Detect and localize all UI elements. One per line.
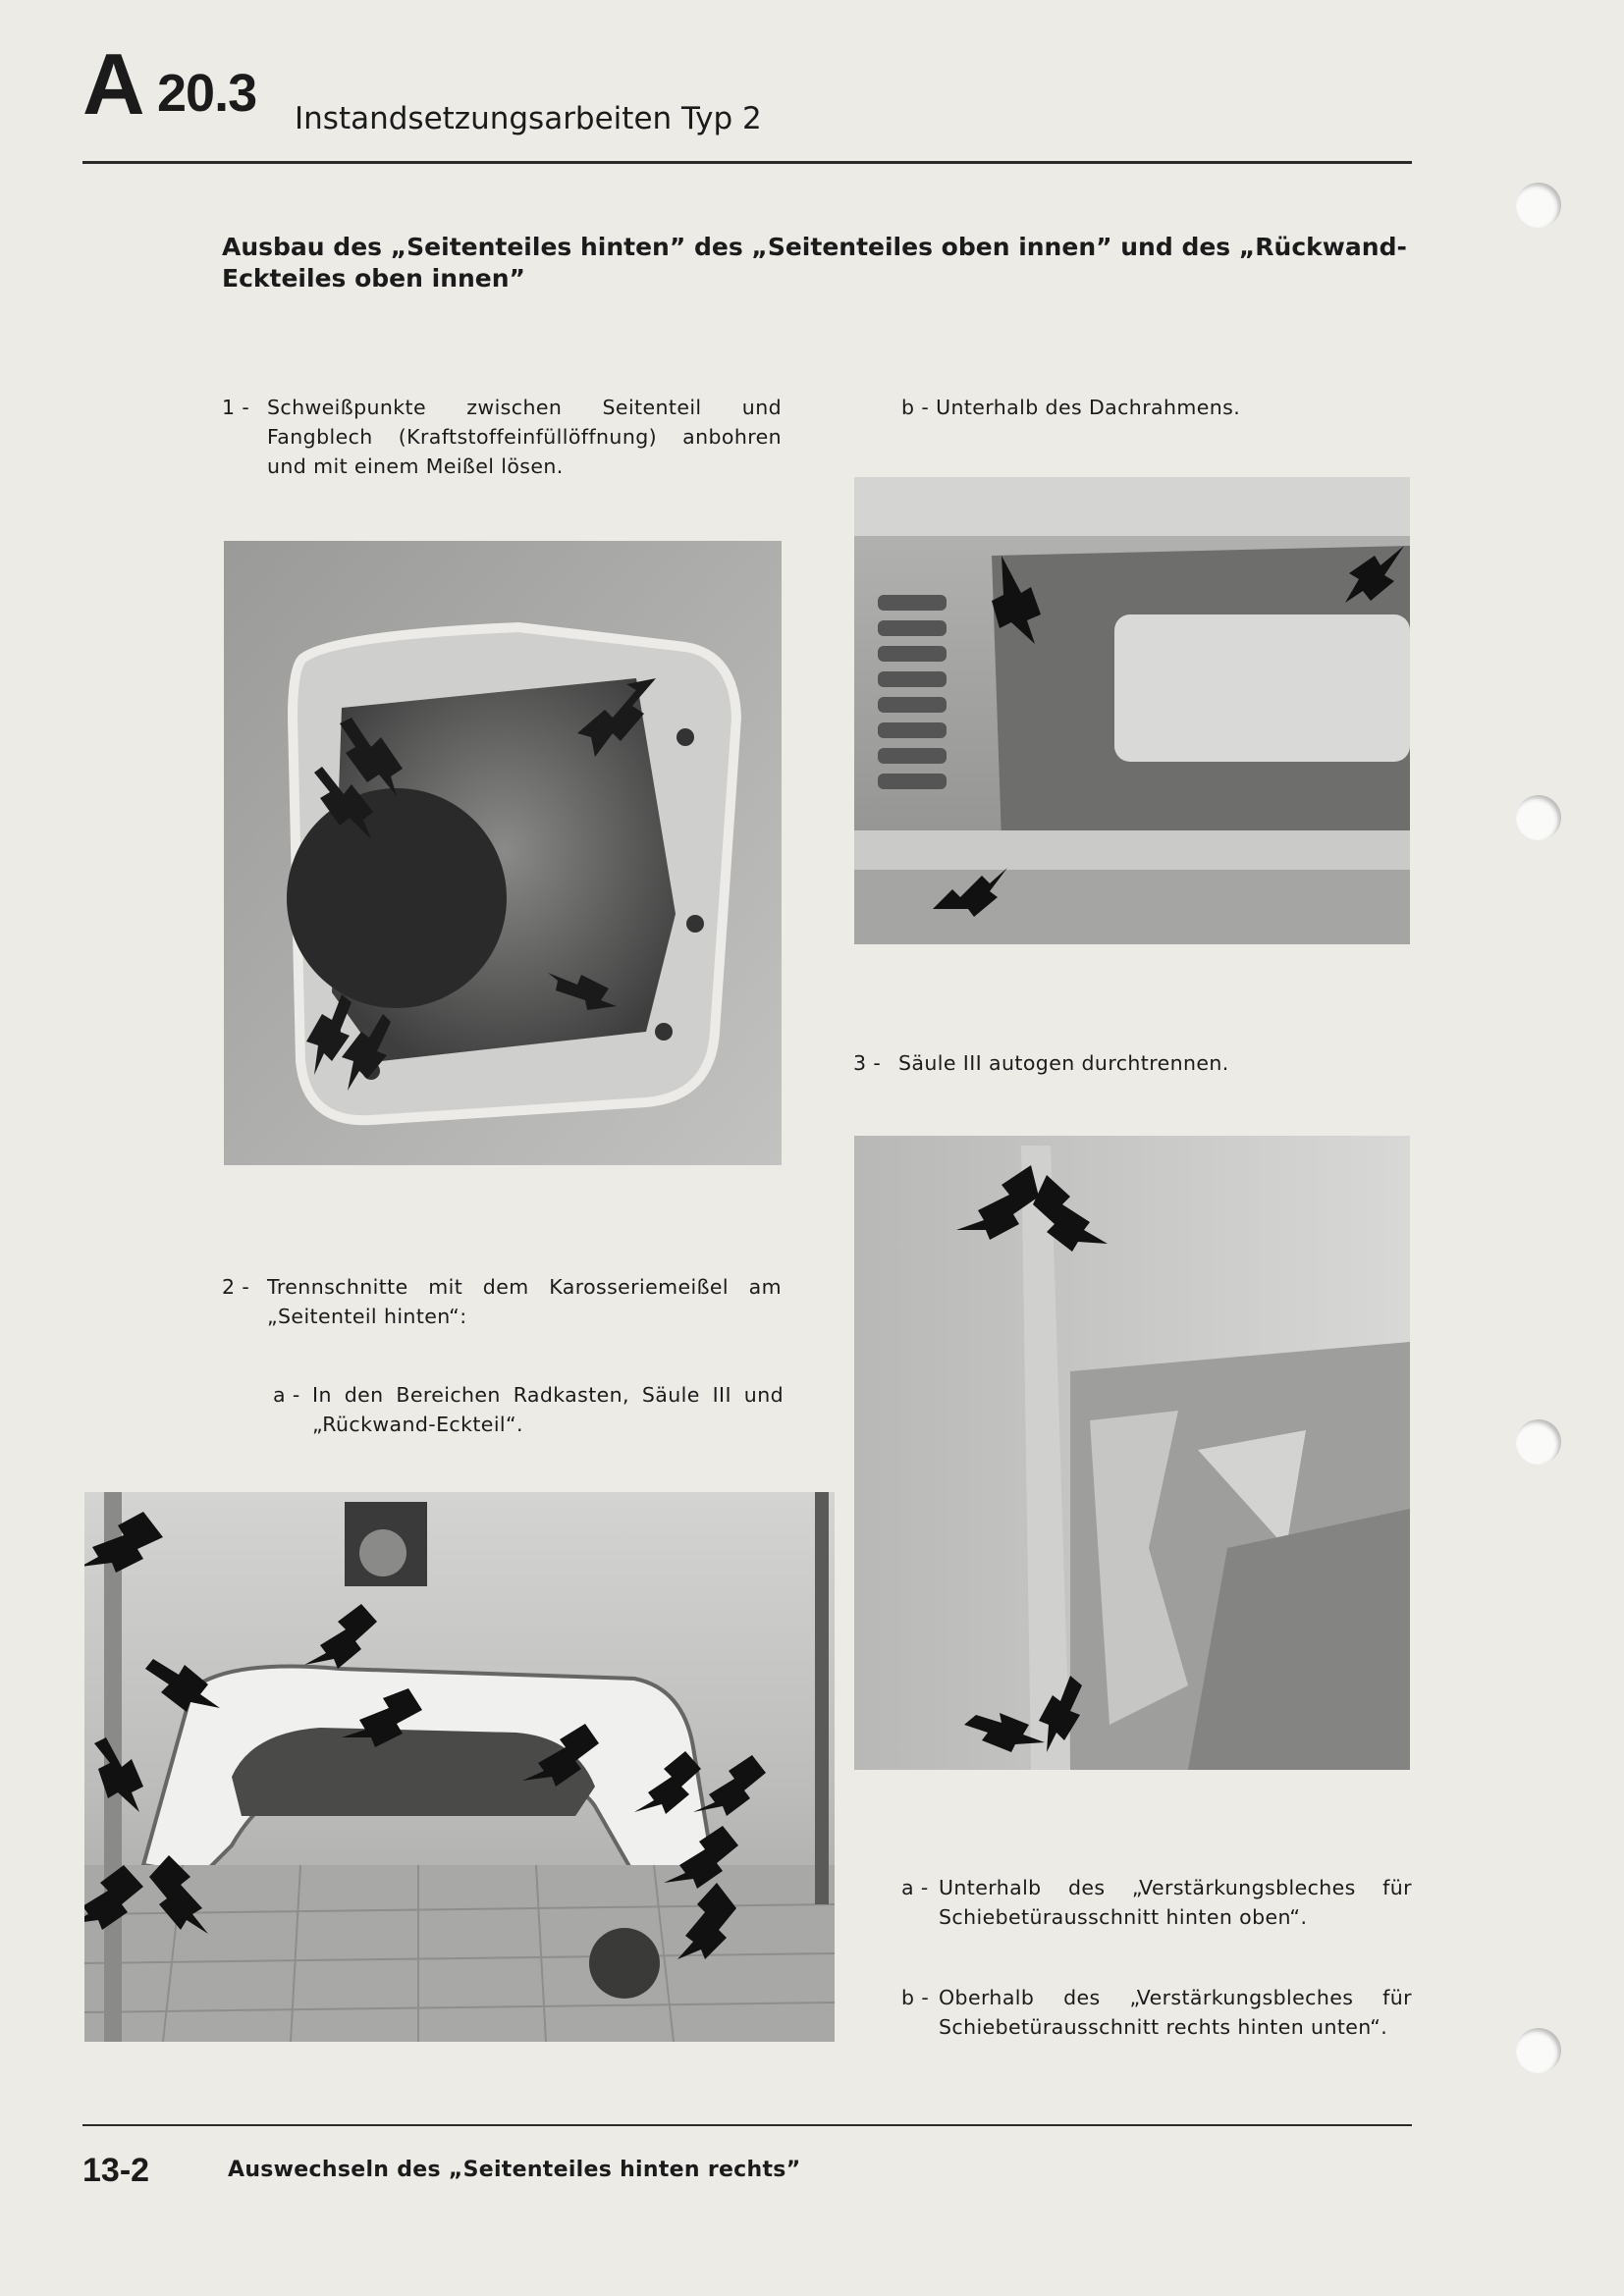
step-3a xyxy=(901,1873,1412,1932)
step-2a-text: In den Bereichen Radkasten, Säule III und „Rückwand-Eckteil“. xyxy=(312,1383,784,1436)
step-1-number: 1 - xyxy=(222,396,250,419)
punch-hole xyxy=(1516,795,1561,840)
section-title: Ausbau des „Seitenteiles hinten” des „Seitenteiles oben innen” und des „Rückwand-Eckteiles oben innen” xyxy=(222,233,1407,293)
punch-hole xyxy=(1516,2028,1561,2073)
page-number: 13-2 xyxy=(82,2152,150,2189)
section-letter: A xyxy=(82,35,141,133)
step-1 xyxy=(222,393,782,481)
step-1b-number: b - xyxy=(901,396,930,419)
punch-hole xyxy=(1516,183,1561,228)
section-number: 20.3 xyxy=(157,64,257,123)
step-1b xyxy=(901,393,1412,422)
step-3b-number: b - xyxy=(901,1986,930,2009)
step-3a-text: Unterhalb des „Verstärkungsbleches für Schiebetürausschnitt hinten oben“. xyxy=(939,1876,1412,1929)
header-rule xyxy=(82,161,1412,164)
step-3-text: Säule III autogen durchtrennen. xyxy=(898,1051,1229,1075)
step-2a-number: a - xyxy=(273,1383,300,1407)
step-2-number: 2 - xyxy=(222,1275,250,1299)
step-2 xyxy=(222,1272,782,1331)
chapter-title: Auswechseln des „Seitenteiles hinten rechts” xyxy=(228,2158,801,2182)
step-3a-number: a - xyxy=(901,1876,929,1899)
photo-pillar-iii xyxy=(854,1136,1410,1770)
photo-wheel-arch xyxy=(84,1492,835,2042)
step-3-number: 3 - xyxy=(853,1051,882,1075)
photo-fuel-filler-recess xyxy=(224,541,782,1165)
footer-rule xyxy=(82,2124,1412,2126)
step-2-text: Trennschnitte mit dem Karosseriemeißel am „Seitenteil hinten“: xyxy=(267,1275,782,1328)
step-2a xyxy=(273,1380,784,1439)
step-1-text: Schweißpunkte zwischen Seitenteil und Fangblech (Kraftstoffeinfüllöffnung) anbohren und mit einem Meißel lösen. xyxy=(267,396,782,478)
step-3 xyxy=(853,1048,1403,1078)
step-1b-text: Unterhalb des Dachrahmens. xyxy=(936,396,1241,419)
step-3b xyxy=(901,1983,1412,2042)
header-subtitle: Instandsetzungsarbeiten Typ 2 xyxy=(295,101,762,136)
punch-hole xyxy=(1516,1419,1561,1465)
step-3b-text: Oberhalb des „Verstärkungsbleches für Schiebetürausschnitt rechts hinten unten“. xyxy=(939,1986,1412,2039)
photo-roof-frame xyxy=(854,477,1410,944)
